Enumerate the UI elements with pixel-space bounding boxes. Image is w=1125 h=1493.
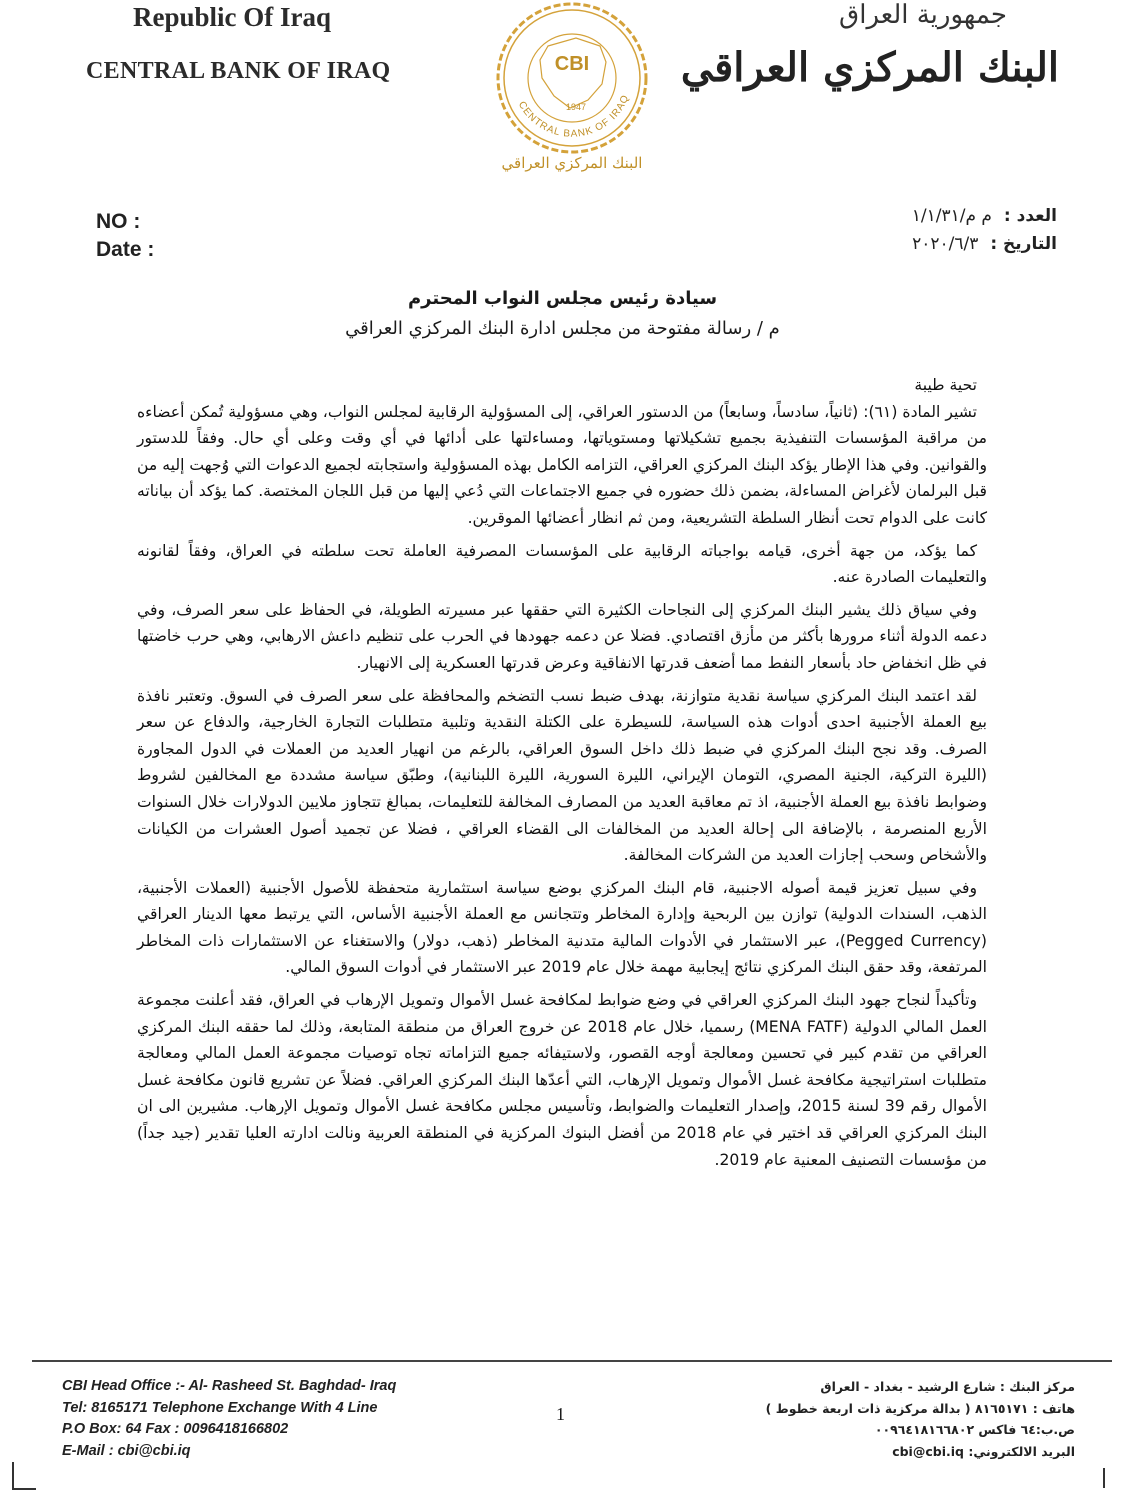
- paragraph-2: كما يؤكد، من جهة أخرى، قيامه بواجباته الرقابية على المؤسسات المصرفية العاملة تحت سلطته في العراق، وفقاً لقانونه والتعليمات الصادرة عنه.: [137, 541, 987, 587]
- svg-text:CENTRAL BANK OF IRAQ: [516, 93, 632, 140]
- ref-ar-no-value: م م/١/١/٣١: [911, 206, 992, 226]
- footer-en-email: E-Mail : cbi@cbi.iq: [62, 1442, 191, 1459]
- ref-ar-date-label: التاريخ :: [990, 234, 1057, 254]
- ref-ar-date: [912, 234, 1057, 254]
- paragraph-5: وفي سبيل تعزيز قيمة أصوله الاجنبية، قام البنك المركزي بوضع سياسة استثمارية متحفظة للأصول الأجنبية (العملات الأجنبية، الذهب، السندات الدولية) توازن بين الربحية وإدارة المخاطر وتتجانس مع العملة الأجنبية الأساس، التي يرتبط معها الدينار العراقي (Pegged Currency)، عبر الاستثمار في الأدوات المالية متدنية المخاطر (ذهب، دولار) والاستغناء عن الاستثمارات ذات المخاطر المرتفعة، وقد حقق البنك المركزي نتائج إيجابية مهمة خلال عام 2019 عبر الاستثمار في أدوات السوق المالي.: [137, 878, 987, 977]
- paragraph-6: وتأكيداً لنجاح جهود البنك المركزي العراقي في وضع ضوابط لمكافحة غسل الأموال وتمويل الإرهاب في العراق، فقد أعلنت مجموعة العمل المالي الدولية (MENA FATF) رسميا، خلال عام 2018 عن خروج العراق من منطقة المتابعة، وذلك لما حققه البنك المركزي العراقي من تقدم كبير في تحسين ومعالجة أوجه القصور، ولاستيفائه جميع التزاماته تجاه توصيات مجموعة العمل المالي ومعالجة متطلبات استراتيجية مكافحة غسل الأموال وتمويل الإرهاب، التي أعدّها البنك المركزي العراقي. فضلاً عن تشريع قانون مكافحة غسل الأموال رقم 39 لسنة 2015، وإصدار التعليمات والضوابط، وتأسيس مجلس مكافحة غسل الأموال وتمويل الإرهاب. مشيرين الى ان البنك المركزي العراقي قد اختير في عام 2018 من أفضل البنوك المركزية في المنطقة العربية ونالت ادارته العليا تقدير (جيد جداً) من مؤسسات التصنيف المعنية عام 2019.: [137, 991, 987, 1169]
- footer-ar-address: مركز البنك : شارع الرشيد - بغداد - العراق: [820, 1379, 1075, 1394]
- ref-date-label: Date :: [96, 238, 155, 261]
- paragraph-4: لقد اعتمد البنك المركزي سياسة نقدية متوازنة، بهدف ضبط نسب التضخم والمحافظة على سعر الصرف في السوق. وتعتبر نافذة بيع العملة الأجنبية احدى أدوات هذه السياسة، للسيطرة على الكتلة النقدية وتلبية متطلبات التجارة الخارجية، والدفاع عن سعر الصرف. وقد نجح البنك المركزي في ضبط ذلك داخل السوق العراقي، بالرغم من انهيار العديد من العملات في الدول المجاورة (الليرة التركية، الجنية المصري، التومان الإيراني، الليرة السورية، الليرة اللبنانية)، وطبّق سياسة مشددة مع المخالفين لشروط وضوابط نافذة بيع العملة الأجنبية، اذ تم معاقبة العديد من المصارف المخالفة للتعليمات، بمبالغ تتجاوز ملايين الدولارات خلال السنوات الأربع المنصرمة ، بالإضافة الى إحالة العديد من المخالفات الى القضاء العراقي ، فضلا عن تجميد أصول العشرات من الكيانات والأشخاص وسحب إجازات العديد من الشركات المخالفة.: [137, 686, 987, 865]
- footer-contact-en: [62, 1376, 396, 1462]
- ref-ar-date-value: ٢٠٢٠/٦/٣: [912, 234, 979, 254]
- letter-subject: م / رسالة مفتوحة من مجلس ادارة البنك المركزي العراقي: [345, 318, 780, 339]
- seal-center-text: CBI: [554, 53, 590, 75]
- footer-ar-email: البريد الالكتروني: cbi@cbi.iq: [892, 1443, 1075, 1459]
- letter-body: [137, 372, 987, 1173]
- greeting: تحية طيبة: [914, 376, 977, 394]
- header-bank-ar: البنك المركزي العراقي: [680, 44, 1059, 91]
- seal-ar-caption: البنك المركزي العراقي: [501, 154, 643, 172]
- paragraph-3: وفي سياق ذلك يشير البنك المركزي إلى النجاحات الكثيرة التي حققها عبر مسيرته الطويلة، في الحفاظ على سعر الصرف، وفي دعمه الدولة أثناء مرورها بأكثر من مأزق اقتصادي. فضلا عن دعمه جهودها في الحرب على تنظيم داعش الارهابي، وهي حرب خاضتها في ظل انخفاض حاد بأسعار النفط مما أضعف قدرتها الانفاقية وعرض قدرتها العسكرية إلى الانهيار.: [137, 600, 987, 672]
- ref-ar-number: [912, 206, 1057, 226]
- paragraph-1: تشير المادة (٦١): (ثانياً، سادساً، وسابعاً) من الدستور العراقي، إلى المسؤولية الرقابية لمجلس النواب، وهي مسؤولية تُمكن أعضاءه من مراقبة المؤسسات التنفيذية بجميع تشكيلاتها ومستوياتها، ومساءلتها على أدائها في أي وقت وعلى أي حال. وفقاً للدستور والقوانين. وفي هذا الإطار يؤكد البنك المركزي العراقي، التزامه الكامل بهذه المسؤولية واستجابته لجميع الدعوات التي وُجهت إليه من قبل البرلمان لأغراض المساءلة، بضمن ذلك حضوره في جميع الاجتماعات التي دُعي إليها من قبل اللجان المختصة. كما يؤكد أن بياناته كانت على الدوام تحت أنظار السلطة التشريعية، ومن ثم انظار أعضائها الموقرين.: [137, 402, 987, 527]
- letter-addressee: سيادة رئيس مجلس النواب المحترم: [407, 288, 718, 309]
- footer-divider: [32, 1360, 1112, 1362]
- cbi-seal-logo: [484, 0, 660, 180]
- header-republic-en: Republic Of Iraq: [133, 2, 332, 32]
- footer-contact-ar: [766, 1376, 1075, 1462]
- ref-ar-no-label: العدد :: [1003, 206, 1057, 226]
- crop-mark-right: [1103, 1468, 1105, 1488]
- footer-ar-tel: هاتف : ٨١٦٥١٧١ ( بدالة مركزية ذات اربعة خطوط ): [765, 1400, 1075, 1416]
- ref-no-label: NO :: [96, 210, 141, 233]
- footer-ar-pobox: ص.ب:٦٤ فاكس ٠٠٩٦٤١٨١٦٦٨٠٢: [874, 1422, 1075, 1437]
- header-republic-ar: جمهورية العراق: [839, 0, 1007, 30]
- footer-en-tel: Tel: 8165171 Telephone Exchange With 4 Line: [62, 1399, 378, 1416]
- footer-en-pobox: P.O Box: 64 Fax : 0096418166802: [62, 1421, 289, 1437]
- header-bank-en: CENTRAL BANK OF IRAQ: [86, 58, 391, 84]
- seal-ring-text: CENTRAL BANK OF IRAQ: [515, 93, 632, 140]
- crop-mark-left: [12, 1462, 36, 1490]
- footer-en-address: CBI Head Office :- Al- Rasheed St. Baghdad- Iraq: [62, 1378, 397, 1394]
- seal-year: 1947: [565, 102, 587, 112]
- page-number: 1: [556, 1404, 565, 1424]
